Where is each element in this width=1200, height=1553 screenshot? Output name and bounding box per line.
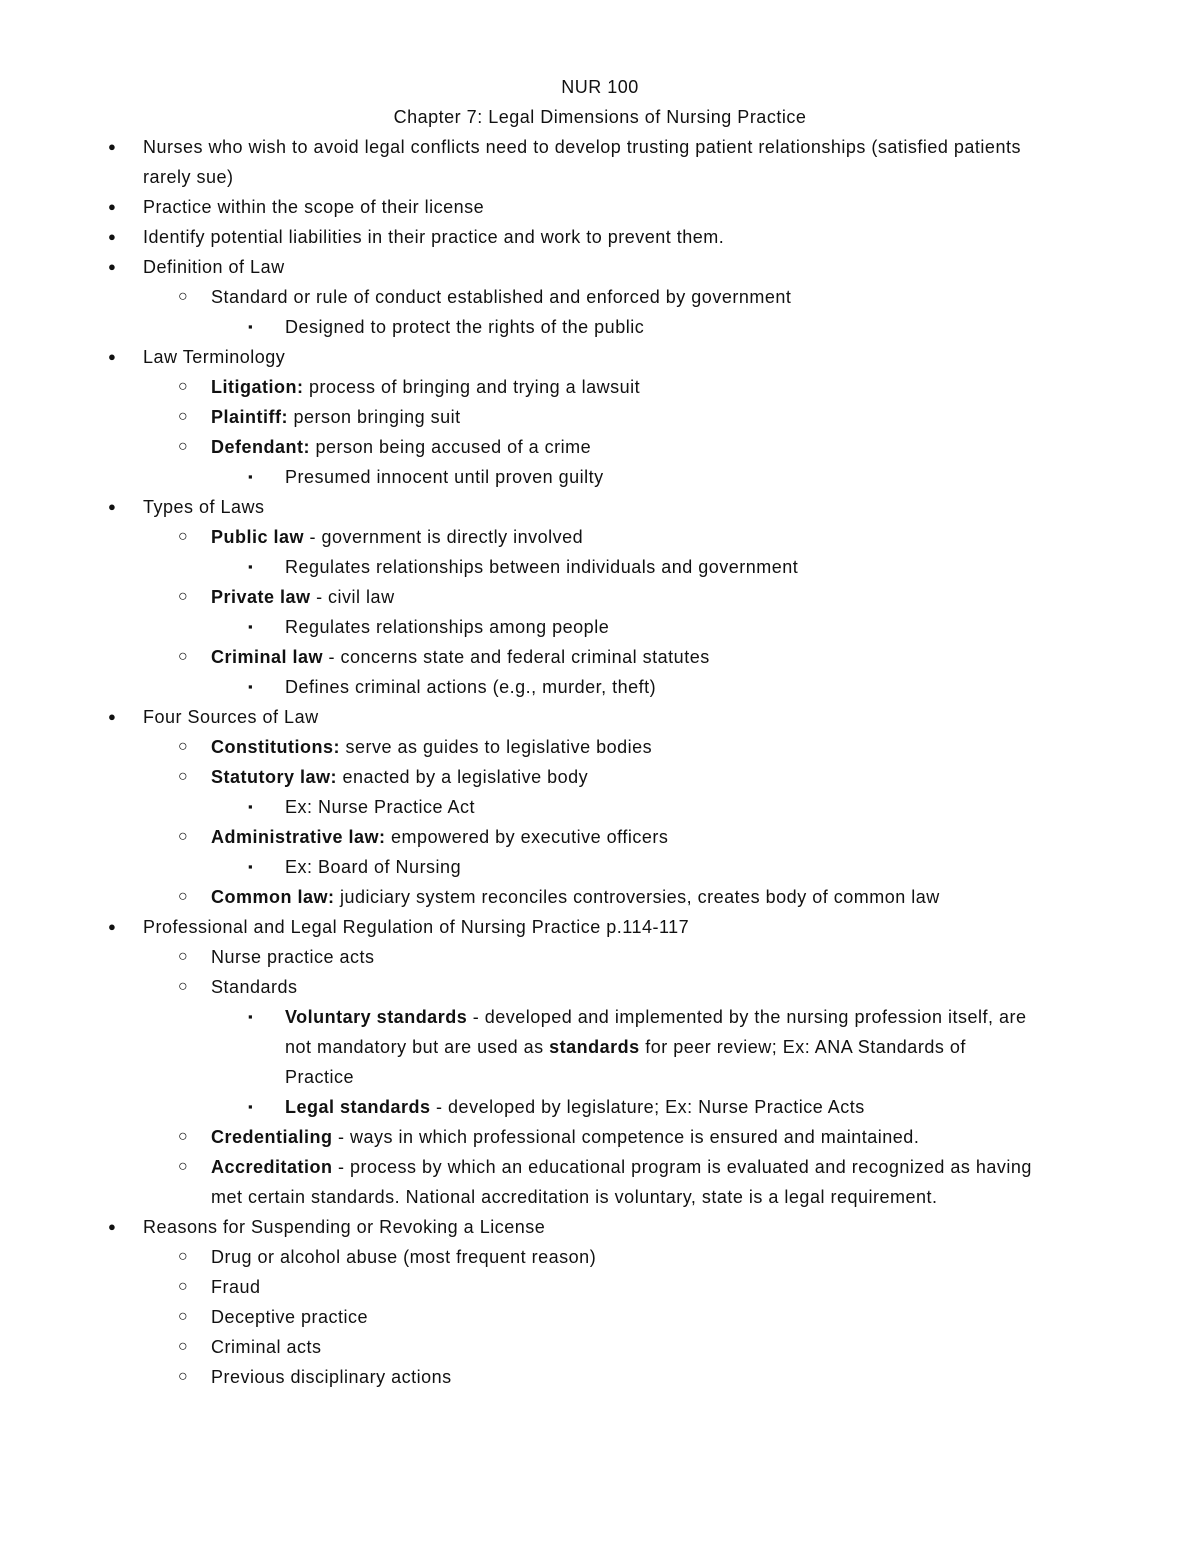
list-item-text: Administrative law: empowered by executive officers bbox=[211, 827, 669, 847]
square-bullet-icon: ▪ bbox=[248, 1009, 254, 1024]
list-item bbox=[178, 282, 1035, 312]
list-item bbox=[108, 702, 1035, 732]
list-item bbox=[178, 1332, 1035, 1362]
list-item-text: Statutory law: enacted by a legislative body bbox=[211, 767, 589, 787]
square-bullet-icon: ▪ bbox=[248, 679, 254, 694]
list-item-text: Previous disciplinary actions bbox=[211, 1367, 452, 1387]
circle-bullet-icon: ○ bbox=[178, 528, 189, 545]
list-item bbox=[248, 612, 1035, 642]
square-bullet-icon: ▪ bbox=[248, 1099, 254, 1114]
square-bullet-icon: ▪ bbox=[248, 799, 254, 814]
list-item-text: Criminal law - concerns state and federal criminal statutes bbox=[211, 647, 710, 667]
disc-bullet-icon: ● bbox=[108, 349, 117, 364]
circle-bullet-icon: ○ bbox=[178, 978, 189, 995]
list-item bbox=[178, 762, 1035, 792]
circle-bullet-icon: ○ bbox=[178, 1248, 189, 1265]
list-item bbox=[178, 882, 1035, 912]
list-item bbox=[248, 1092, 1035, 1122]
circle-bullet-icon: ○ bbox=[178, 768, 189, 785]
list-item bbox=[108, 912, 1035, 942]
list-item-text: Types of Laws bbox=[143, 497, 265, 517]
circle-bullet-icon: ○ bbox=[178, 738, 189, 755]
document-header bbox=[0, 72, 1200, 132]
circle-bullet-icon: ○ bbox=[178, 438, 189, 455]
circle-bullet-icon: ○ bbox=[178, 1338, 189, 1355]
disc-bullet-icon: ● bbox=[108, 1219, 117, 1234]
list-item bbox=[108, 1212, 1035, 1242]
list-item-text: Nurse practice acts bbox=[211, 947, 375, 967]
circle-bullet-icon: ○ bbox=[178, 288, 189, 305]
disc-bullet-icon: ● bbox=[108, 499, 117, 514]
list-item-text: Identify potential liabilities in their practice and work to prevent them. bbox=[143, 227, 725, 247]
list-item-text: Presumed innocent until proven guilty bbox=[285, 467, 604, 487]
list-item-text: Nurses who wish to avoid legal conflicts need to develop trusting patient relationships (satisfied patients rarely sue) bbox=[143, 137, 1021, 187]
list-item-text: Accreditation - process by which an educational program is evaluated and recognized as having met certain standards. National accreditation is voluntary, state is a legal requirement. bbox=[211, 1157, 1032, 1207]
list-item bbox=[178, 1152, 1035, 1212]
list-item-text: Ex: Nurse Practice Act bbox=[285, 797, 476, 817]
list-item bbox=[248, 552, 1035, 582]
square-bullet-icon: ▪ bbox=[248, 559, 254, 574]
list-item bbox=[178, 582, 1035, 612]
disc-bullet-icon: ● bbox=[108, 919, 117, 934]
list-item bbox=[178, 372, 1035, 402]
list-item bbox=[108, 252, 1035, 282]
list-item-text: Professional and Legal Regulation of Nursing Practice p.114-117 bbox=[143, 917, 690, 937]
list-item-text: Fraud bbox=[211, 1277, 261, 1297]
document-title: NUR 100 bbox=[561, 77, 639, 97]
list-item bbox=[178, 1122, 1035, 1152]
list-item bbox=[178, 432, 1035, 462]
square-bullet-icon: ▪ bbox=[248, 619, 254, 634]
circle-bullet-icon: ○ bbox=[178, 888, 189, 905]
square-bullet-icon: ▪ bbox=[248, 469, 254, 484]
list-item bbox=[178, 522, 1035, 552]
list-item bbox=[178, 1302, 1035, 1332]
circle-bullet-icon: ○ bbox=[178, 1158, 189, 1175]
circle-bullet-icon: ○ bbox=[178, 828, 189, 845]
list-item bbox=[248, 852, 1035, 882]
disc-bullet-icon: ● bbox=[108, 229, 117, 244]
circle-bullet-icon: ○ bbox=[178, 1368, 189, 1385]
disc-bullet-icon: ● bbox=[108, 259, 117, 274]
square-bullet-icon: ▪ bbox=[248, 859, 254, 874]
list-item-text: Law Terminology bbox=[143, 347, 286, 367]
list-item bbox=[178, 1362, 1035, 1392]
list-item-text: Standards bbox=[211, 977, 298, 997]
list-item-text: Defendant: person being accused of a crime bbox=[211, 437, 592, 457]
list-item-text: Legal standards - developed by legislature; Ex: Nurse Practice Acts bbox=[285, 1097, 865, 1117]
list-item-text: Designed to protect the rights of the public bbox=[285, 317, 645, 337]
list-item bbox=[108, 132, 1035, 192]
list-item bbox=[178, 942, 1035, 972]
list-item-text: Drug or alcohol abuse (most frequent reason) bbox=[211, 1247, 597, 1267]
circle-bullet-icon: ○ bbox=[178, 1278, 189, 1295]
list-item-text: Ex: Board of Nursing bbox=[285, 857, 462, 877]
list-item bbox=[248, 792, 1035, 822]
list-item-text: Private law - civil law bbox=[211, 587, 395, 607]
list-item bbox=[248, 462, 1035, 492]
list-item-text: Constitutions: serve as guides to legislative bodies bbox=[211, 737, 653, 757]
circle-bullet-icon: ○ bbox=[178, 1128, 189, 1145]
list-item bbox=[178, 402, 1035, 432]
circle-bullet-icon: ○ bbox=[178, 408, 189, 425]
circle-bullet-icon: ○ bbox=[178, 588, 189, 605]
list-item bbox=[178, 1242, 1035, 1272]
list-item bbox=[178, 732, 1035, 762]
list-item bbox=[178, 642, 1035, 672]
list-item bbox=[248, 1002, 1035, 1092]
list-item-text: Reasons for Suspending or Revoking a License bbox=[143, 1217, 546, 1237]
list-item-text: Voluntary standards - developed and implemented by the nursing profession itself, are not mandatory but are used as standards for peer review; Ex: ANA Standards of Practice bbox=[285, 1007, 1027, 1087]
square-bullet-icon: ▪ bbox=[248, 319, 254, 334]
list-item-text: Regulates relationships among people bbox=[285, 617, 610, 637]
list-item bbox=[108, 222, 1035, 252]
circle-bullet-icon: ○ bbox=[178, 948, 189, 965]
list-item-text: Defines criminal actions (e.g., murder, theft) bbox=[285, 677, 657, 697]
list-item-text: Plaintiff: person bringing suit bbox=[211, 407, 461, 427]
list-item-text: Definition of Law bbox=[143, 257, 285, 277]
notes-list bbox=[0, 132, 1200, 1392]
list-item bbox=[178, 1272, 1035, 1302]
list-item bbox=[178, 972, 1035, 1002]
list-item-text: Common law: judiciary system reconciles controversies, creates body of common law bbox=[211, 887, 940, 907]
list-item bbox=[108, 492, 1035, 522]
disc-bullet-icon: ● bbox=[108, 199, 117, 214]
list-item bbox=[108, 342, 1035, 372]
list-item-text: Public law - government is directly involved bbox=[211, 527, 584, 547]
list-item-text: Credentialing - ways in which professional competence is ensured and maintained. bbox=[211, 1127, 920, 1147]
list-item-text: Deceptive practice bbox=[211, 1307, 369, 1327]
disc-bullet-icon: ● bbox=[108, 139, 117, 154]
list-item-text: Litigation: process of bringing and trying a lawsuit bbox=[211, 377, 641, 397]
list-item bbox=[248, 312, 1035, 342]
list-item bbox=[108, 192, 1035, 222]
circle-bullet-icon: ○ bbox=[178, 1308, 189, 1325]
list-item-text: Practice within the scope of their license bbox=[143, 197, 485, 217]
circle-bullet-icon: ○ bbox=[178, 378, 189, 395]
list-item-text: Four Sources of Law bbox=[143, 707, 319, 727]
list-item bbox=[248, 672, 1035, 702]
disc-bullet-icon: ● bbox=[108, 709, 117, 724]
list-item-text: Criminal acts bbox=[211, 1337, 322, 1357]
list-item-text: Regulates relationships between individuals and government bbox=[285, 557, 799, 577]
list-item bbox=[178, 822, 1035, 852]
list-item-text: Standard or rule of conduct established and enforced by government bbox=[211, 287, 792, 307]
circle-bullet-icon: ○ bbox=[178, 648, 189, 665]
document-subtitle: Chapter 7: Legal Dimensions of Nursing Practice bbox=[393, 107, 807, 127]
